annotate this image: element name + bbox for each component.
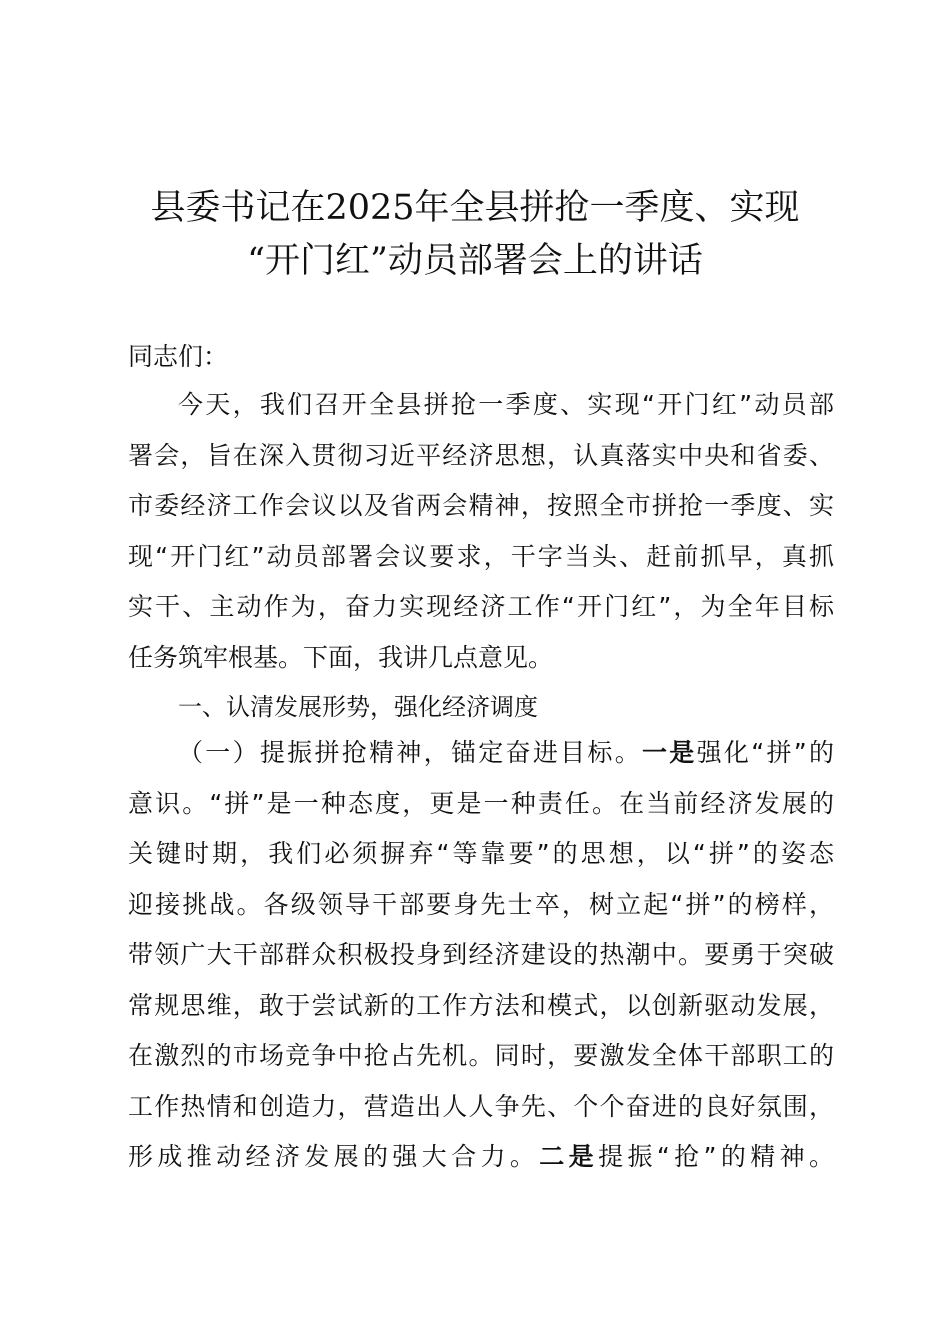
document-title [0, 182, 950, 288]
section-line-2: 意识。“拼”是一种态度，更是一种责任。在当前经济发展的 [128, 788, 834, 818]
section-paragraph [128, 728, 834, 1183]
salutation-text: 同志们： [128, 342, 229, 371]
title-line-1: 县委书记在2025年全县拼抢一季度、实现 [150, 188, 800, 228]
intro-line-5: 实干、主动作为，奋力实现经济工作“开门红”，为全年目标 [128, 592, 834, 621]
section-line-4: 迎接挑战。各级领导干部要身先士卒，树立起“拼”的榜样， [128, 889, 834, 919]
intro-paragraph [128, 380, 834, 683]
section-line-6: 常规思维，敢于尝试新的工作方法和模式，以创新驱动发展， [128, 990, 834, 1020]
intro-line-4: 现“开门红”动员部署会议要求，干字当头、赶前抓早，真抓 [128, 541, 834, 571]
point-one-label: 一是 [642, 738, 697, 767]
section-line-3: 关键时期，我们必须摒弃“等靠要”的思想，以“拼”的姿态 [128, 839, 834, 868]
section-heading-text: 一、认清发展形势，强化经济调度 [178, 693, 538, 721]
intro-line-6: 任务筑牢根基。下面，我讲几点意见。 [128, 642, 554, 672]
section-line-5: 带领广大干部群众积极投身到经济建设的热潮中。要勇于突破 [128, 940, 834, 969]
section-line-9-suffix: 提振“抢”的精神。 [598, 1142, 834, 1171]
salutation [128, 332, 834, 383]
point-two-label: 二是 [539, 1142, 599, 1171]
intro-line-2: 署会，旨在深入贯彻习近平经济思想，认真落实中央和省委、 [128, 440, 834, 470]
section-line-1-suffix: 强化“拼”的 [696, 738, 834, 767]
title-line-2: “开门红”动员部署会上的讲话 [247, 241, 703, 281]
intro-line-1: 今天，我们召开全县拼抢一季度、实现“开门红”动员部 [178, 390, 834, 419]
intro-line-3: 市委经济工作会议以及省两会精神，按照全市拼抢一季度、实 [128, 491, 834, 520]
section-line-8: 工作热情和创造力，营造出人人争先、个个奋进的良好氛围， [128, 1091, 834, 1121]
section-line-1 [128, 728, 834, 779]
section-heading [128, 682, 834, 733]
section-line-9 [128, 1132, 834, 1183]
section-line-9-prefix: 形成推动经济发展的强大合力。 [128, 1142, 540, 1171]
section-line-7: 在激烈的市场竞争中抢占先机。同时，要激发全体干部职工的 [128, 1041, 834, 1070]
section-line-1-prefix: （一）提振拼抢精神，锚定奋进目标。 [178, 738, 643, 767]
